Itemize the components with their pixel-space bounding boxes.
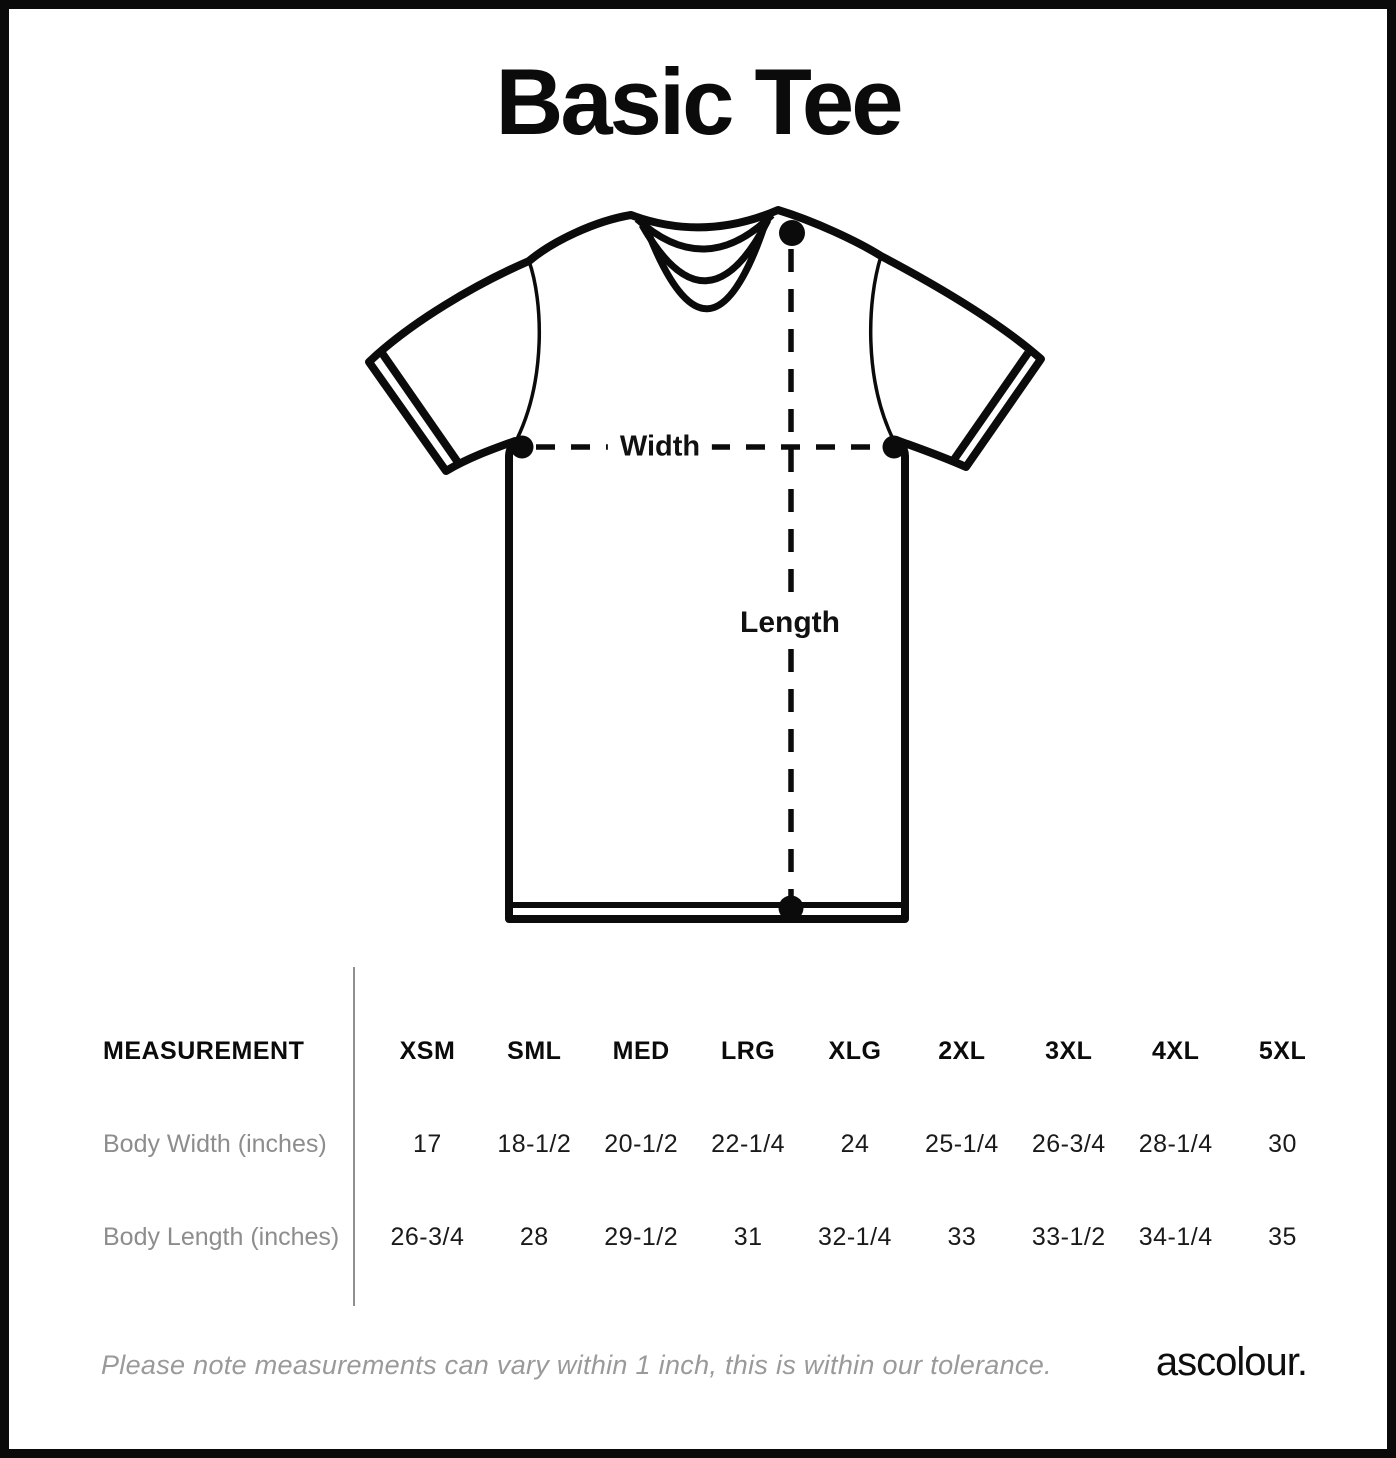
brand-logo-text: ascolour. <box>1155 1340 1307 1384</box>
table-cell: 26-3/4 <box>1031 1130 1106 1158</box>
table-cell: 25-1/4 <box>924 1130 999 1158</box>
size-col-header: 4XL <box>1151 1037 1200 1065</box>
size-col-header: SML <box>507 1037 562 1065</box>
table-cell: 35 <box>1268 1223 1297 1251</box>
body-length-label: Body Length (inches) <box>103 1223 340 1251</box>
table-cell: 34-1/4 <box>1138 1223 1213 1251</box>
table-cell: 33-1/2 <box>1031 1223 1106 1251</box>
table-cell: 26-3/4 <box>390 1223 465 1251</box>
body-length-cells <box>374 1219 1336 1255</box>
tshirt-outline <box>369 210 1041 919</box>
size-col-header: XLG <box>828 1037 882 1065</box>
size-col-header: 3XL <box>1045 1037 1093 1065</box>
size-col-header: 2XL <box>938 1037 986 1065</box>
body-length-row <box>9 1219 1387 1255</box>
table-cell: 17 <box>413 1130 442 1158</box>
tolerance-note: Please note measurements can vary within 1 inch, this is within our tolerance. <box>101 1350 1052 1380</box>
hem-point-dot <box>779 896 804 921</box>
size-col-header: XSM <box>399 1037 456 1065</box>
left-underarm-dot <box>511 436 534 459</box>
width-dimension-label: Width <box>608 429 712 466</box>
table-cell: 33 <box>947 1223 977 1251</box>
right-underarm-dot <box>883 436 906 459</box>
size-col-header: 5XL <box>1258 1037 1307 1065</box>
table-cell: 30 <box>1268 1130 1297 1158</box>
measurement-header: MEASUREMENT <box>103 1037 305 1065</box>
body-width-label: Body Width (inches) <box>103 1130 327 1158</box>
body-width-cells <box>374 1126 1336 1162</box>
size-table-header-row <box>9 1033 1387 1069</box>
size-col-header: LRG <box>720 1037 776 1065</box>
table-cell: 28 <box>519 1223 549 1251</box>
table-cell: 28-1/4 <box>1138 1130 1213 1158</box>
body-width-row <box>9 1126 1387 1162</box>
page-title: Basic Tee <box>495 49 901 154</box>
size-col-header: MED <box>612 1037 670 1065</box>
table-cell: 32-1/4 <box>818 1223 892 1251</box>
table-cell: 29-1/2 <box>604 1223 679 1251</box>
shoulder-point-dot <box>779 220 805 246</box>
tshirt-diagram <box>339 189 1079 944</box>
table-cell: 18-1/2 <box>497 1130 572 1158</box>
table-cell: 31 <box>733 1223 763 1251</box>
table-cell: 20-1/2 <box>604 1130 679 1158</box>
size-header-cells <box>374 1033 1336 1069</box>
length-dimension-label: Length <box>730 598 850 648</box>
table-cell: 22-1/4 <box>711 1130 786 1158</box>
table-cell: 24 <box>840 1130 870 1158</box>
